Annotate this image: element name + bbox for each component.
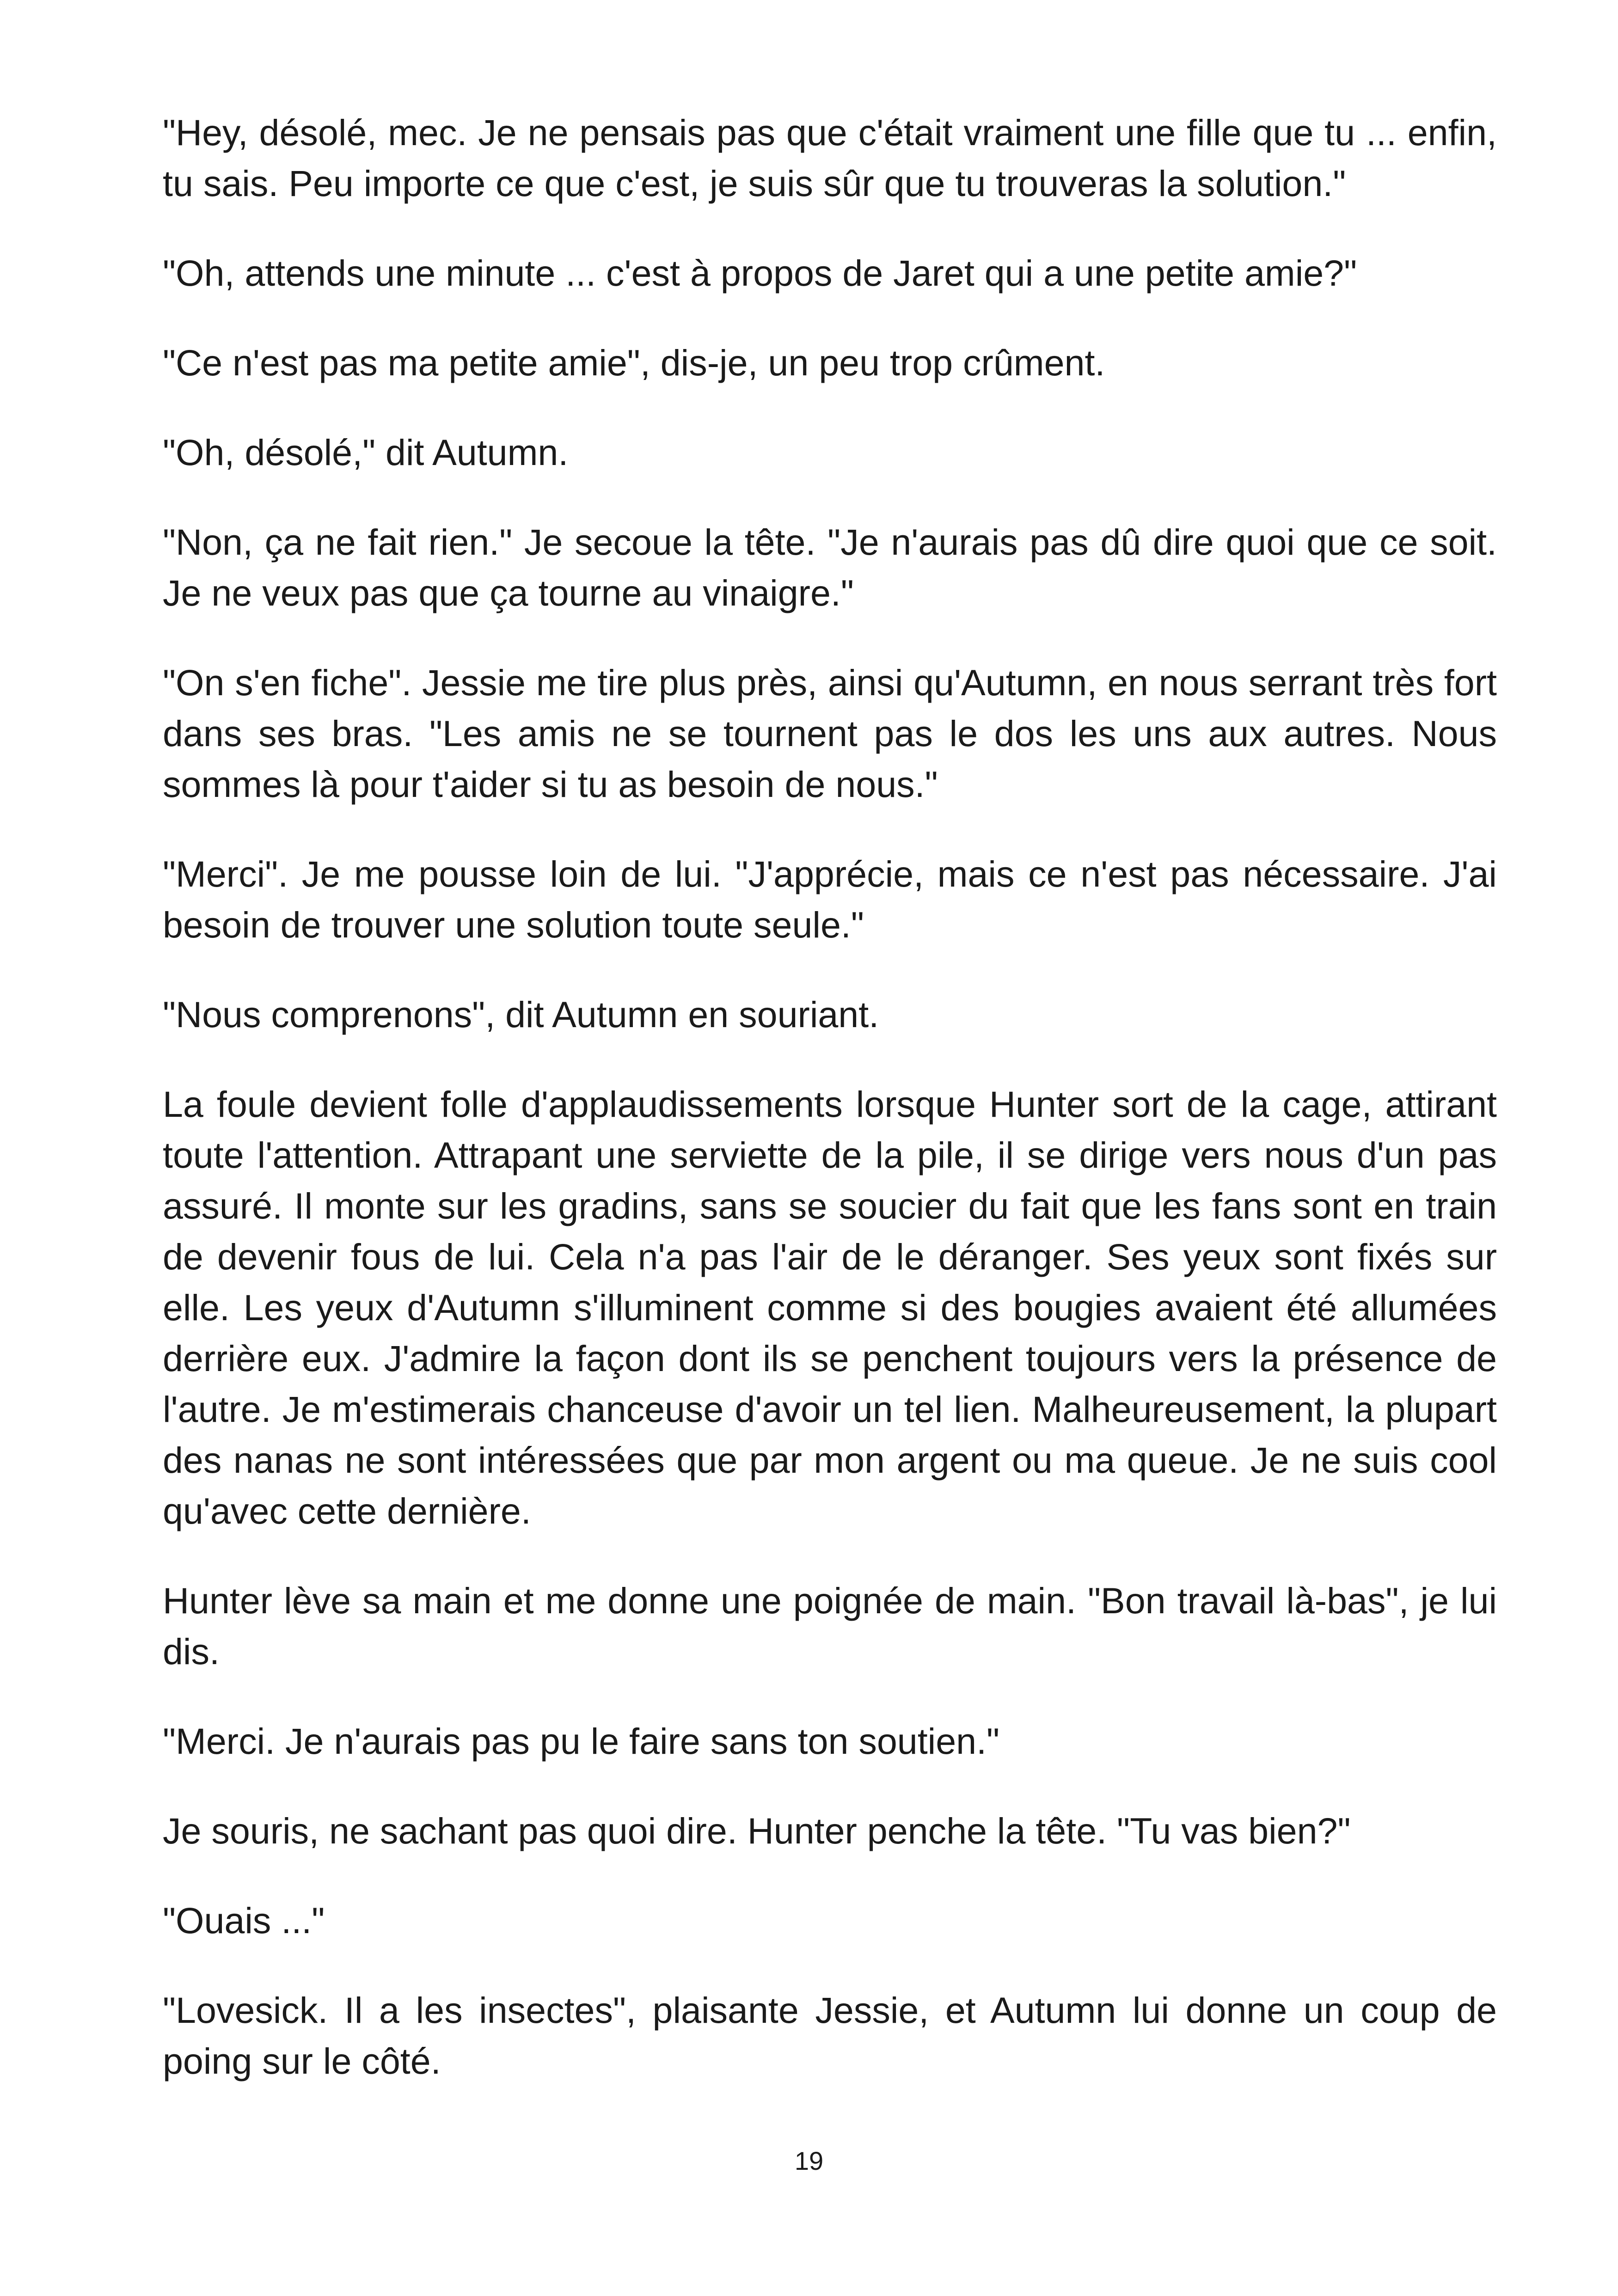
paragraph-4: "Oh, désolé," dit Autumn.	[163, 432, 569, 473]
paragraph-1: "Hey, désolé, mec. Je ne pensais pas que c'était vraiment une fille que tu ... enfin, tu sais. Peu importe ce que c'est, je suis sûr que tu trouveras la solution."	[163, 112, 1497, 204]
paragraph-14: "Lovesick. Il a les insectes", plaisante Jessie, et Autumn lui donne un coup de poing sur le côté.	[163, 1990, 1497, 2082]
page-number: 19	[794, 2146, 824, 2175]
paragraph-9: La foule devient folle d'applaudissements lorsque Hunter sort de la cage, attirant toute l'attention. Attrapant une serviette de la pile, il se dirige vers nous d'un pas assuré. Il monte sur les gradins, sans se soucier du fait que les fans sont en train de devenir fous de lui. Cela n'a pas l'air de le déranger. Ses yeux sont fixés sur elle. Les yeux d'Autumn s'illuminent comme si des bougies avaient été allumées derrière eux. J'admire la façon dont ils se penchent toujours vers la présence de l'autre. Je m'estimerais chanceuse d'avoir un tel lien. Malheureusement, la plupart des nanas ne sont intéressées que par mon argent ou ma queue. Je ne suis cool qu'avec cette dernière.	[163, 1084, 1497, 1531]
paragraph-5: "Non, ça ne fait rien." Je secoue la tête. "Je n'aurais pas dû dire quoi que ce soit. Je ne veux pas que ça tourne au vinaigre."	[163, 521, 1497, 613]
body-text	[163, 107, 1497, 2125]
paragraph-10: Hunter lève sa main et me donne une poignée de main. "Bon travail là-bas", je lui dis.	[163, 1580, 1497, 1672]
paragraph-12: Je souris, ne sachant pas quoi dire. Hunter penche la tête. "Tu vas bien?"	[163, 1810, 1351, 1851]
paragraph-2: "Oh, attends une minute ... c'est à propos de Jaret qui a une petite amie?"	[163, 252, 1357, 294]
paragraph-3: "Ce n'est pas ma petite amie", dis-je, un peu trop crûment.	[163, 342, 1105, 383]
paragraph-7: "Merci". Je me pousse loin de lui. "J'apprécie, mais ce n'est pas nécessaire. J'ai besoin de trouver une solution toute seule."	[163, 853, 1497, 945]
paragraph-11: "Merci. Je n'aurais pas pu le faire sans ton soutien."	[163, 1720, 1000, 1762]
paragraph-8: "Nous comprenons", dit Autumn en souriant.	[163, 994, 879, 1035]
paragraph-13: "Ouais ..."	[163, 1900, 325, 1941]
paragraph-6: "On s'en fiche". Jessie me tire plus près, ainsi qu'Autumn, en nous serrant très fort dans ses bras. "Les amis ne se tournent pas le dos les uns aux autres. Nous sommes là pour t'aider si tu as besoin de nous."	[163, 662, 1497, 805]
